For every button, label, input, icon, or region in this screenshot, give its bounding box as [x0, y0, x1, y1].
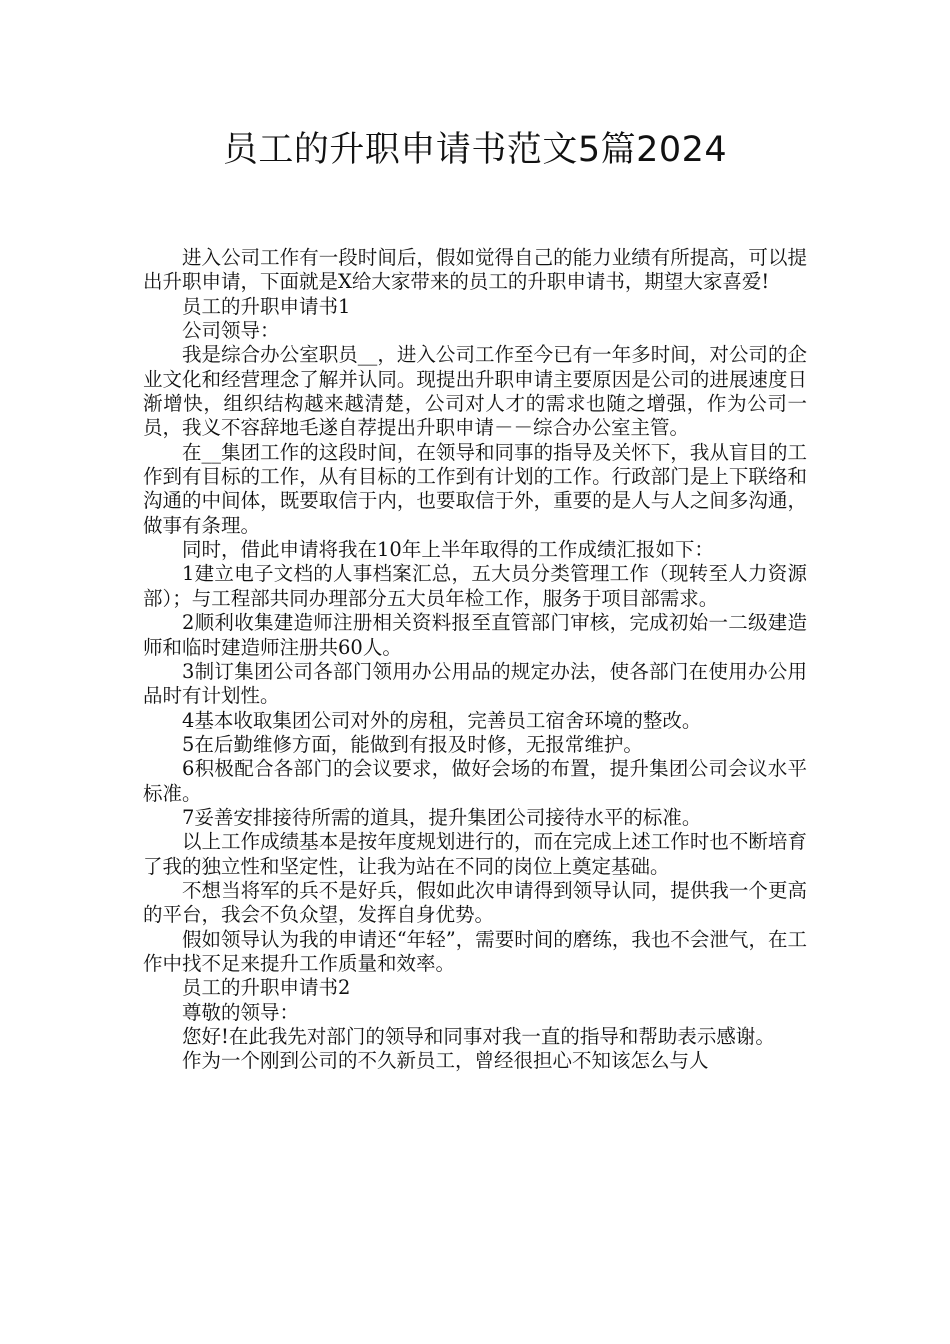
document-title: 员工的升职申请书范文5篇2024	[222, 130, 728, 170]
body-paragraph: 假如领导认为我的申请还“年轻”，需要时间的磨练，我也不会泄气，在工作中找不足来提升工作质量和效率。	[143, 927, 807, 975]
section-heading: 员工的升职申请书1	[182, 294, 351, 318]
salutation: 公司领导：	[182, 319, 280, 343]
list-item: 3制订集团公司各部门领用办公用品的规定办法，使各部门在使用办公用品时有计划性。	[143, 659, 807, 708]
list-item: 7妥善安排接待所需的道具，提升集团公司接待水平的标准。	[182, 805, 702, 829]
list-item: 1建立电子文档的人事档案汇总，五大员分类管理工作（现转至人力资源部）；与工程部共同办理部分五大员年检工作，服务于项目部需求。	[143, 562, 807, 610]
body-paragraph: 以上工作成绩基本是按年度规划进行的，而在完成上述工作时也不断培育了我的独立性和坚定性，让我为站在不同的岗位上奠定基础。	[143, 830, 807, 878]
section-heading: 员工的升职申请书2	[182, 976, 351, 1000]
body-paragraph: 在__集团工作的这段时间，在领导和同事的指导及关怀下，我从盲目的工作到有目标的工作，从有目标的工作到有计划的工作。行政部门是上下联络和沟通的中间体，既要取信于内，也要取信于外，重要的是人与人之间多沟通，做事有条理。	[143, 440, 807, 537]
list-item: 2顺利收集建造师注册相关资料报至直管部门审核，完成初始一二级建造师和临时建造师注册共60人。	[143, 611, 807, 659]
list-item: 4基本收取集团公司对外的房租，完善员工宿舍环境的整改。	[182, 708, 702, 732]
body-paragraph: 您好!在此我先对部门的领导和同事对我一直的指导和帮助表示感谢。	[182, 1025, 775, 1048]
body-paragraph: 同时，借此申请将我在10年上半年取得的工作成绩汇报如下：	[182, 538, 714, 562]
intro-paragraph: 进入公司工作有一段时间后，假如觉得自己的能力业绩有所提高，可以提出升职申请，下面就是X给大家带来的员工的升职申请书，期望大家喜爱!	[143, 246, 807, 294]
document-body	[143, 246, 807, 1074]
body-paragraph: 作为一个刚到公司的不久新员工，曾经很担心不知该怎么与人	[182, 1049, 709, 1073]
body-paragraph: 不想当将军的兵不是好兵，假如此次申请得到领导认同，提供我一个更高的平台，我会不负众望，发挥自身优势。	[143, 878, 807, 927]
salutation: 尊敬的领导：	[182, 1000, 300, 1024]
list-item: 6积极配合各部门的会议要求，做好会场的布置，提升集团公司会议水平标准。	[143, 757, 807, 805]
body-paragraph: 我是综合办公室职员__，进入公司工作至今已有一年多时间，对公司的企业文化和经营理念了解并认同。现提出升职申请主要原因是公司的进展速度日渐增快，组织结构越来越清楚，公司对人才的需求也随之增强，作为公司一员，我义不容辞地毛遂自荐提出升职申请－－综合办公室主管。	[143, 343, 807, 440]
list-item: 5在后勤维修方面，能做到有报及时修，无报常维护。	[182, 732, 643, 756]
